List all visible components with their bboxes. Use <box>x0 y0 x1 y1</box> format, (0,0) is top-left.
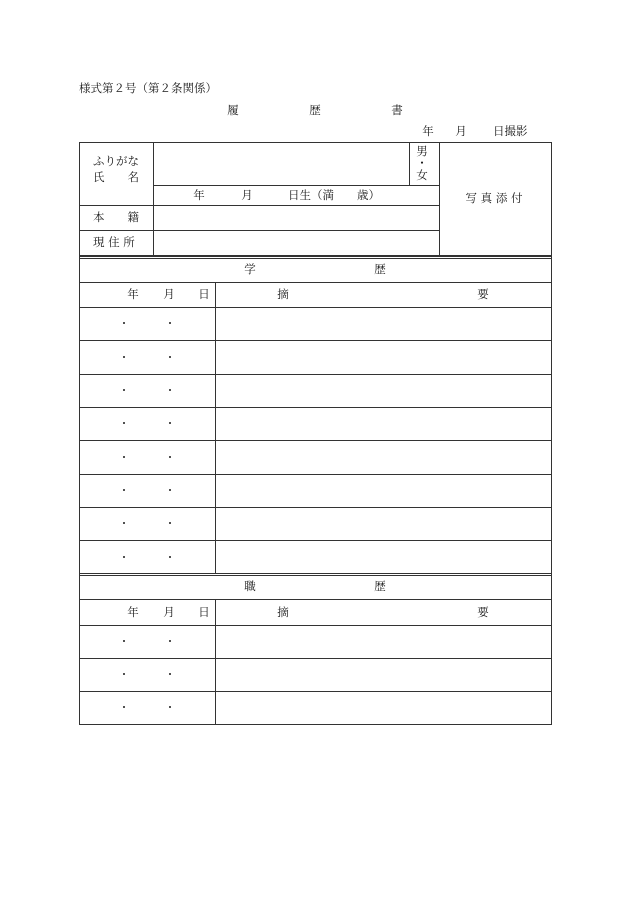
work-date-cell[interactable] <box>80 626 215 658</box>
date-dot: ・ <box>164 484 176 497</box>
photo-box[interactable] <box>440 143 551 255</box>
sex-separator: ・ <box>416 156 428 170</box>
photo-day-label: 日撮影 <box>493 124 528 138</box>
work-date-cell[interactable] <box>80 659 215 691</box>
name-label: 氏 名 <box>93 170 139 184</box>
date-dot: ・ <box>164 701 176 714</box>
form-label: 様式第２号（第２条関係） <box>79 81 217 95</box>
education-date-cell[interactable] <box>80 308 215 340</box>
education-date-cell[interactable] <box>80 341 215 374</box>
education-date-cell[interactable] <box>80 475 215 507</box>
date-dot: ・ <box>118 451 130 464</box>
date-dot: ・ <box>164 317 176 330</box>
title-char-1: 履 <box>227 103 239 117</box>
education-summary-cell[interactable] <box>216 341 551 374</box>
education-summary-cell[interactable] <box>216 441 551 474</box>
education-summary-cell[interactable] <box>216 475 551 507</box>
birth-month-label: 月 <box>241 188 253 202</box>
date-dot: ・ <box>164 517 176 530</box>
education-title-1: 学 <box>244 262 256 276</box>
honseki-field[interactable] <box>154 206 439 230</box>
education-header-day: 日 <box>198 287 210 301</box>
education-summary-cell[interactable] <box>216 375 551 407</box>
date-dot: ・ <box>164 384 176 397</box>
date-dot: ・ <box>118 384 130 397</box>
photo-box-label: 写 真 添 付 <box>465 191 523 205</box>
sex-male[interactable]: 男 <box>416 144 428 158</box>
date-dot: ・ <box>118 517 130 530</box>
work-date-cell[interactable] <box>80 692 215 724</box>
work-title-2: 歴 <box>374 579 386 593</box>
photo-year-label: 年 <box>422 124 434 138</box>
date-dot: ・ <box>118 317 130 330</box>
education-summary-cell[interactable] <box>216 508 551 540</box>
address-field[interactable] <box>154 231 439 255</box>
work-header-day: 日 <box>198 605 210 619</box>
work-title-1: 職 <box>244 579 256 593</box>
work-header-year: 年 <box>127 605 139 619</box>
education-summary-cell[interactable] <box>216 308 551 340</box>
title-char-3: 書 <box>391 103 403 117</box>
date-dot: ・ <box>118 701 130 714</box>
date-dot: ・ <box>164 351 176 364</box>
date-dot: ・ <box>118 417 130 430</box>
date-dot: ・ <box>118 551 130 564</box>
furigana-label: ふりがな <box>93 154 139 168</box>
date-dot: ・ <box>118 635 130 648</box>
date-dot: ・ <box>118 668 130 681</box>
date-dot: ・ <box>164 668 176 681</box>
work-header-summary-1: 摘 <box>277 605 289 619</box>
education-header-month: 月 <box>163 287 175 301</box>
honseki-label: 本 籍 <box>93 210 139 224</box>
date-dot: ・ <box>164 551 176 564</box>
education-header-year: 年 <box>127 287 139 301</box>
date-dot: ・ <box>118 484 130 497</box>
date-dot: ・ <box>118 351 130 364</box>
photo-month-label: 月 <box>455 124 467 138</box>
name-field[interactable] <box>154 143 409 185</box>
work-summary-cell[interactable] <box>216 692 551 724</box>
work-header-summary-2: 要 <box>477 605 489 619</box>
education-date-cell[interactable] <box>80 541 215 574</box>
sex-female[interactable]: 女 <box>416 168 428 182</box>
education-date-cell[interactable] <box>80 375 215 407</box>
date-dot: ・ <box>164 417 176 430</box>
work-summary-cell[interactable] <box>216 659 551 691</box>
education-date-cell[interactable] <box>80 441 215 474</box>
education-date-cell[interactable] <box>80 408 215 440</box>
address-label: 現 住 所 <box>93 235 135 249</box>
date-dot: ・ <box>164 451 176 464</box>
work-summary-cell[interactable] <box>216 626 551 658</box>
education-header-summary-1: 摘 <box>277 287 289 301</box>
education-header-summary-2: 要 <box>477 287 489 301</box>
education-date-cell[interactable] <box>80 508 215 540</box>
education-title-2: 歴 <box>374 262 386 276</box>
work-header-month: 月 <box>163 605 175 619</box>
birth-day-age-label: 日生（満 歳） <box>288 188 380 202</box>
birth-year-label: 年 <box>193 188 205 202</box>
date-dot: ・ <box>164 635 176 648</box>
title-char-2: 歴 <box>309 103 321 117</box>
education-summary-cell[interactable] <box>216 541 551 574</box>
education-summary-cell[interactable] <box>216 408 551 440</box>
